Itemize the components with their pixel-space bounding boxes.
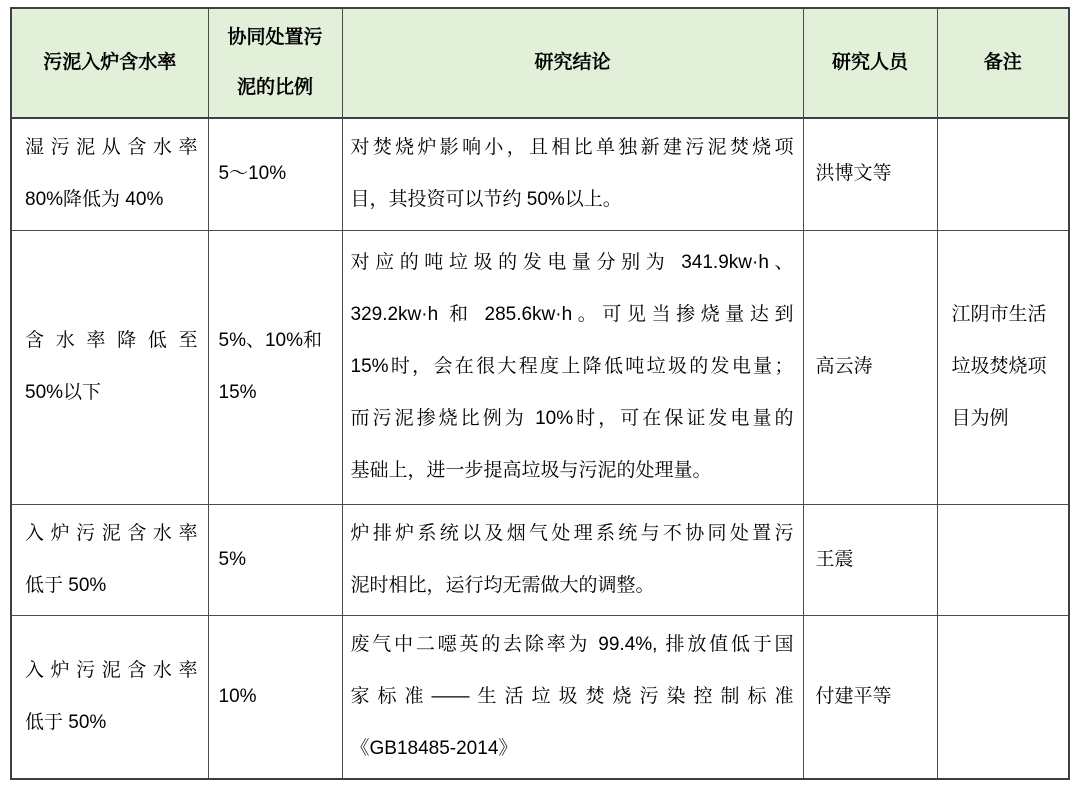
conclusion-text-line1: 对应的吨垃圾的发电量分别为 341.9kw·h、 [350,252,794,273]
moisture-text-line2: 低于 50% [25,574,107,596]
header-moisture-label: 污泥入炉含水率 [43,52,177,73]
cell-remark [937,615,1069,779]
conclusion-text-line3: 《GB18485-2014》 [350,737,518,759]
cell-moisture [11,615,208,779]
researcher-text: 高云涛 [815,356,873,377]
conclusion-text-line2: 目，其投资可以节约 50%以上。 [350,189,622,211]
header-cell-remark [937,8,1069,118]
researcher-text: 付建平等 [815,685,892,707]
cell-researcher [803,504,937,615]
table-row [11,118,1069,230]
cell-conclusion [342,504,803,615]
cell-ratio [208,504,342,615]
table-row [11,230,1069,504]
conclusion-text-line1: 对焚烧炉影响小，且相比单独新建污泥焚烧项 [350,137,794,159]
header-cell-moisture [11,8,208,118]
header-cell-conclusion [342,8,803,118]
conclusion-text-line1: 炉排炉系统以及烟气处理系统与不协同处置污 [350,522,794,544]
conclusion-text-line3: 15%时，会在很大程度上降低吨垃圾的发电量； [350,356,794,377]
header-remark-label: 备注 [983,52,1022,73]
ratio-text: 5～10% [218,163,287,185]
table-header-row [11,8,1069,118]
moisture-text-line2: 50%以下 [25,382,102,403]
header-researcher-label: 研究人员 [831,52,908,73]
conclusion-text-line2: 泥时相比，运行均无需做大的调整。 [350,574,655,596]
cell-remark [937,118,1069,230]
cell-conclusion [342,615,803,779]
cell-ratio [208,615,342,779]
ratio-text: 10% [218,685,257,707]
moisture-text-line1: 含水率降低至 [25,330,198,351]
researcher-text: 王震 [815,548,854,570]
cell-ratio [208,230,342,504]
header-ratio-label-line2: 泥的比例 [236,77,313,98]
conclusion-text-line5: 基础上，进一步提高垃圾与污泥的处理量。 [350,460,712,481]
table-row [11,504,1069,615]
remark-text-line3: 目为例 [951,408,1009,429]
conclusion-text-line2: 329.2kw·h 和 285.6kw·h。可见当掺烧量达到 [350,304,794,325]
research-table [10,7,1070,780]
remark-text-line2: 垃圾焚烧项 [951,356,1047,377]
moisture-text-line1: 入炉污泥含水率 [25,522,198,544]
cell-conclusion [342,230,803,504]
cell-remark [937,504,1069,615]
remark-text-line1: 江阴市生活 [951,304,1047,325]
header-cell-ratio [208,8,342,118]
header-ratio-label-line1: 协同处置污 [227,27,323,48]
conclusion-text-line1: 废气中二噁英的去除率为 99.4%, 排放值低于国 [350,633,794,655]
ratio-text-line2: 15% [218,382,257,403]
header-cell-researcher [803,8,937,118]
moisture-text-line1: 湿污泥从含水率 [25,137,198,159]
researcher-text: 洪博文等 [815,163,892,185]
table-row [11,615,1069,779]
cell-moisture [11,504,208,615]
cell-remark [937,230,1069,504]
cell-researcher [803,615,937,779]
cell-moisture [11,230,208,504]
ratio-text-line1: 5%、10%和 [218,330,322,351]
cell-moisture [11,118,208,230]
conclusion-text-line4: 而污泥掺烧比例为 10%时，可在保证发电量的 [350,408,794,429]
cell-conclusion [342,118,803,230]
ratio-text: 5% [218,548,246,570]
cell-ratio [208,118,342,230]
moisture-text-line1: 入炉污泥含水率 [25,659,198,681]
cell-researcher [803,230,937,504]
header-conclusion-label: 研究结论 [534,52,611,73]
conclusion-text-line2: 家标准——生活垃圾焚烧污染控制标准 [350,685,794,707]
moisture-text-line2: 80%降低为 40% [25,189,164,211]
moisture-text-line2: 低于 50% [25,711,107,733]
cell-researcher [803,118,937,230]
